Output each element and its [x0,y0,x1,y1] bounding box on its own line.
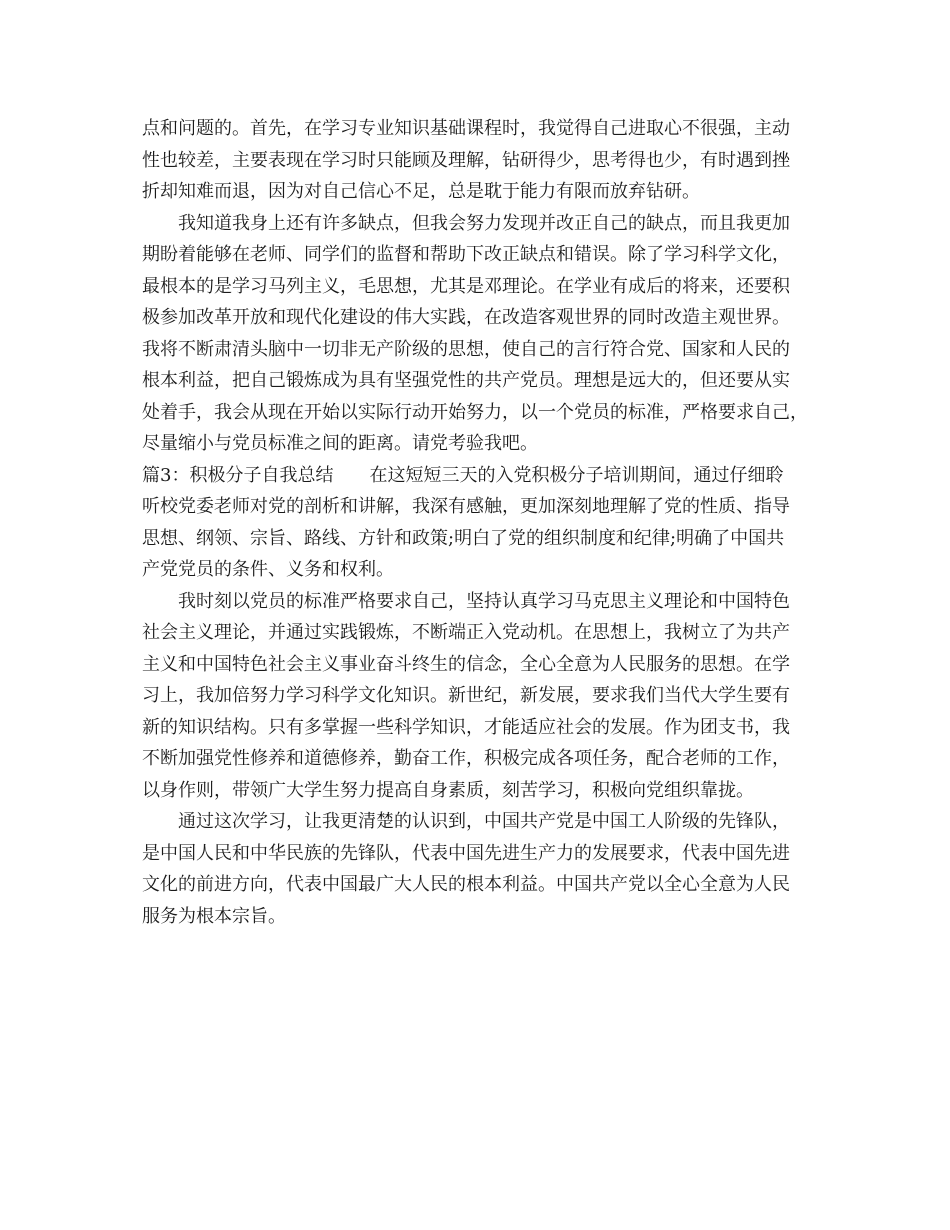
paragraph-first-line: 我时刻以党员的标准严格要求自己，坚持认真学习马克思主义理论和中国特色 [178,590,790,612]
text-line: 不断加强党性修养和道德修养，勤奋工作，积极完成各项任务，配合老师的工作， [142,748,790,769]
text-line: 听校党委老师对党的剖析和讲解，我深有感触，更加深刻地理解了党的性质、指导 [142,496,790,517]
text-line: 是中国人民和中华民族的先锋队，代表中国先进生产力的发展要求，代表中国先进 [142,842,790,864]
text-line: 产党党员的条件、义务和权利。 [142,559,394,580]
text-line: 尽量缩小与党员标准之间的距离。请党考验我吧。 [142,433,538,454]
paragraph-first-line: 我知道我身上还有许多缺点，但我会努力发现并改正自己的缺点，而且我更加 [178,212,790,234]
text-line: 以身作则，带领广大学生努力提高自身素质，刻苦学习，积极向党组织靠拢。 [142,779,754,801]
text-line: 点和问题的。首先，在学习专业知识基础课程时，我觉得自己进取心不很强，主动 [142,118,790,139]
text-line: 习上，我加倍努力学习科学文化知识。新世纪，新发展，要求我们当代大学生要有 [142,685,790,706]
text-line: 我将不断肃清头脑中一切非无产阶级的思想，使自己的言行符合党、国家和人民的 [142,338,790,360]
section-heading: 篇3：积极分子自我总结 [142,464,334,486]
text-line: 主义和中国特色社会主义事业奋斗终生的信念，全心全意为人民服务的思想。在学 [142,653,790,675]
text-line: 最根本的是学习马列主义，毛思想，尤其是邓理论。在学业有成后的将来，还要积 [142,275,790,297]
text-line: 社会主义理论，并通过实践锻炼，不断端正入党动机。在思想上，我树立了为共产 [142,622,790,643]
text-line: 根本利益，把自己锻炼成为具有坚强党性的共产党员。理想是远大的，但还要从实 [142,370,790,391]
section-heading-line [142,460,822,492]
text-line: 折却知难而退，因为对自己信心不足，总是耽于能力有限而放弃钻研。 [142,181,700,202]
text-line: 期盼着能够在老师、同学们的监督和帮助下改正缺点和错误。除了学习科学文化， [142,244,790,265]
text-line: 文化的前进方向，代表中国最广大人民的根本利益。中国共产党以全心全意为人民 [142,874,790,895]
text-line: 服务为根本宗旨。 [142,905,286,927]
text-line: 性也较差，主要表现在学习时只能顾及理解，钻研得少，思考得也少，有时遇到挫 [142,149,790,171]
section-intro: 在这短短三天的入党积极分子培训期间，通过仔细聆 [369,464,784,486]
text-line: 新的知识结构。只有多掌握一些科学知识，才能适应社会的发展。作为团支书，我 [142,716,790,738]
text-line: 极参加改革开放和现代化建设的伟大实践，在改造客观世界的同时改造主观世界。 [142,307,790,328]
text-line: 处着手，我会从现在开始以实际行动开始努力，以一个党员的标准，严格要求自己， [142,401,808,423]
document-body [142,113,822,932]
paragraph-first-line: 通过这次学习，让我更清楚的认识到，中国共产党是中国工人阶级的先锋队， [178,811,790,832]
text-line: 思想、纲领、宗旨、路线、方针和政策;明白了党的组织制度和纪律;明确了中国共 [142,527,785,549]
